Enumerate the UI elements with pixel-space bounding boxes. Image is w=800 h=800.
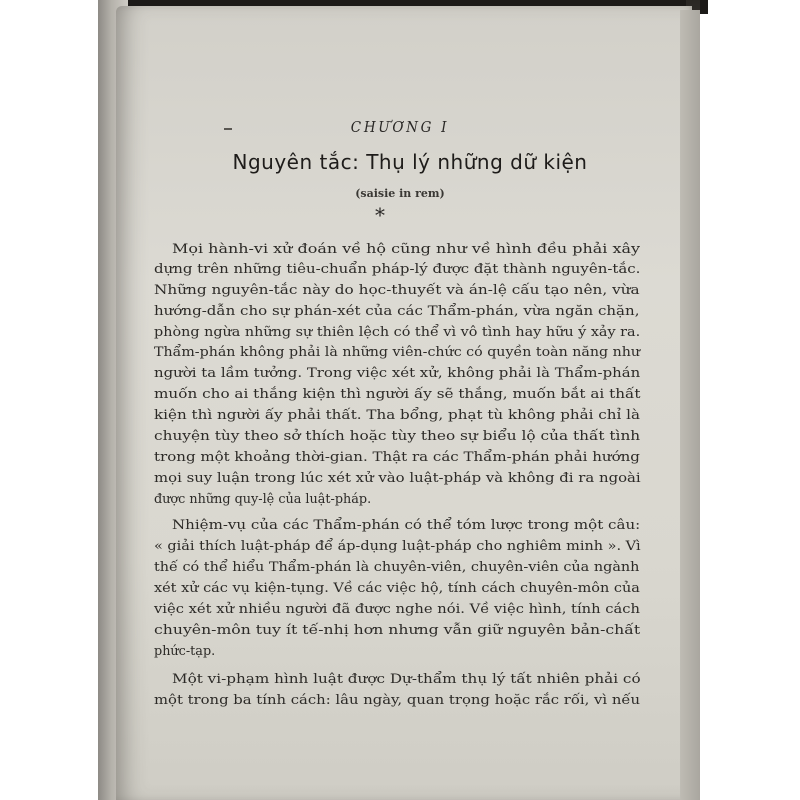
body-line: Một vi-phạm hình luật được Dự-thẩm thụ lý tất nhiên phải có (172, 672, 641, 687)
body-line: xét xử các vụ kiện-tụng. Về các việc hộ, tính cách chuyên-môn của (154, 581, 640, 596)
body-line: được những quy-lệ của luật-pháp. (154, 492, 372, 507)
body-line: mọi suy luận trong lúc xét xử vào luật-pháp và không đi ra ngoài (154, 471, 641, 486)
chapter-label: CHƯƠNG I (350, 118, 450, 136)
chapter-subtitle: (saisie in rem) (355, 187, 445, 200)
body-line: người ta lầm tưởng. Trong việc xét xử, không phải là Thẩm-phán (154, 366, 641, 381)
separator-asterisk: * (375, 203, 385, 227)
body-line: việc xét xử nhiều người đã được nghe nói. Về việc hình, tính cách (154, 602, 640, 617)
ink-mark (224, 128, 232, 130)
body-line: dựng trên những tiêu-chuẩn pháp-lý được đặt thành nguyên-tắc. (154, 262, 641, 277)
body-line: chuyện tùy theo sở thích hoặc tùy theo sự biểu lộ của thất tình (154, 429, 641, 444)
body-line: kiện thì người ấy phải thất. Tha bổng, phạt tù không phải chỉ là (154, 408, 641, 423)
body-line: Thẩm-phán không phải là những viên-chức có quyền toàn năng như (154, 345, 641, 360)
chapter-title: Nguyên tắc: Thụ lý những dữ kiện (232, 150, 588, 174)
body-line: chuyên-môn tuy ít tế-nhị hơn nhưng vẫn giữ nguyên bản-chất (154, 623, 641, 638)
body-line: trong một khoảng thời-gian. Thật ra các Thẩm-phán phải hướng (154, 450, 640, 465)
body-line: thế có thể hiểu Thẩm-phán là chuyên-viên, chuyên-viên của ngành (154, 560, 640, 575)
body-line: một trong ba tính cách: lâu ngày, quan trọng hoặc rắc rối, vì nếu (154, 693, 641, 708)
body-line: hướng-dẫn cho sự phán-xét của các Thẩm-phán, vừa ngăn chặn, (154, 304, 640, 319)
body-line: phòng ngừa những sự thiên lệch có thể vì vô tình hay hữu ý xảy ra. (154, 325, 641, 340)
body-line: Mọi hành-vi xử đoán về hộ cũng như về hình đều phải xây (172, 242, 641, 257)
body-line: Những nguyên-tắc này do học-thuyết và án-lệ cấu tạo nên, vừa (154, 283, 640, 298)
body-line: phức-tạp. (154, 644, 216, 659)
body-line: muốn cho ai thắng kiện thì người ấy sẽ thắng, muốn bắt ai thất (154, 387, 641, 402)
body-line: « giải thích luật-pháp để áp-dụng luật-pháp cho nghiêm minh ». Vì (154, 539, 641, 554)
body-line: Nhiệm-vụ của các Thẩm-phán có thể tóm lược trong một câu: (172, 518, 641, 533)
